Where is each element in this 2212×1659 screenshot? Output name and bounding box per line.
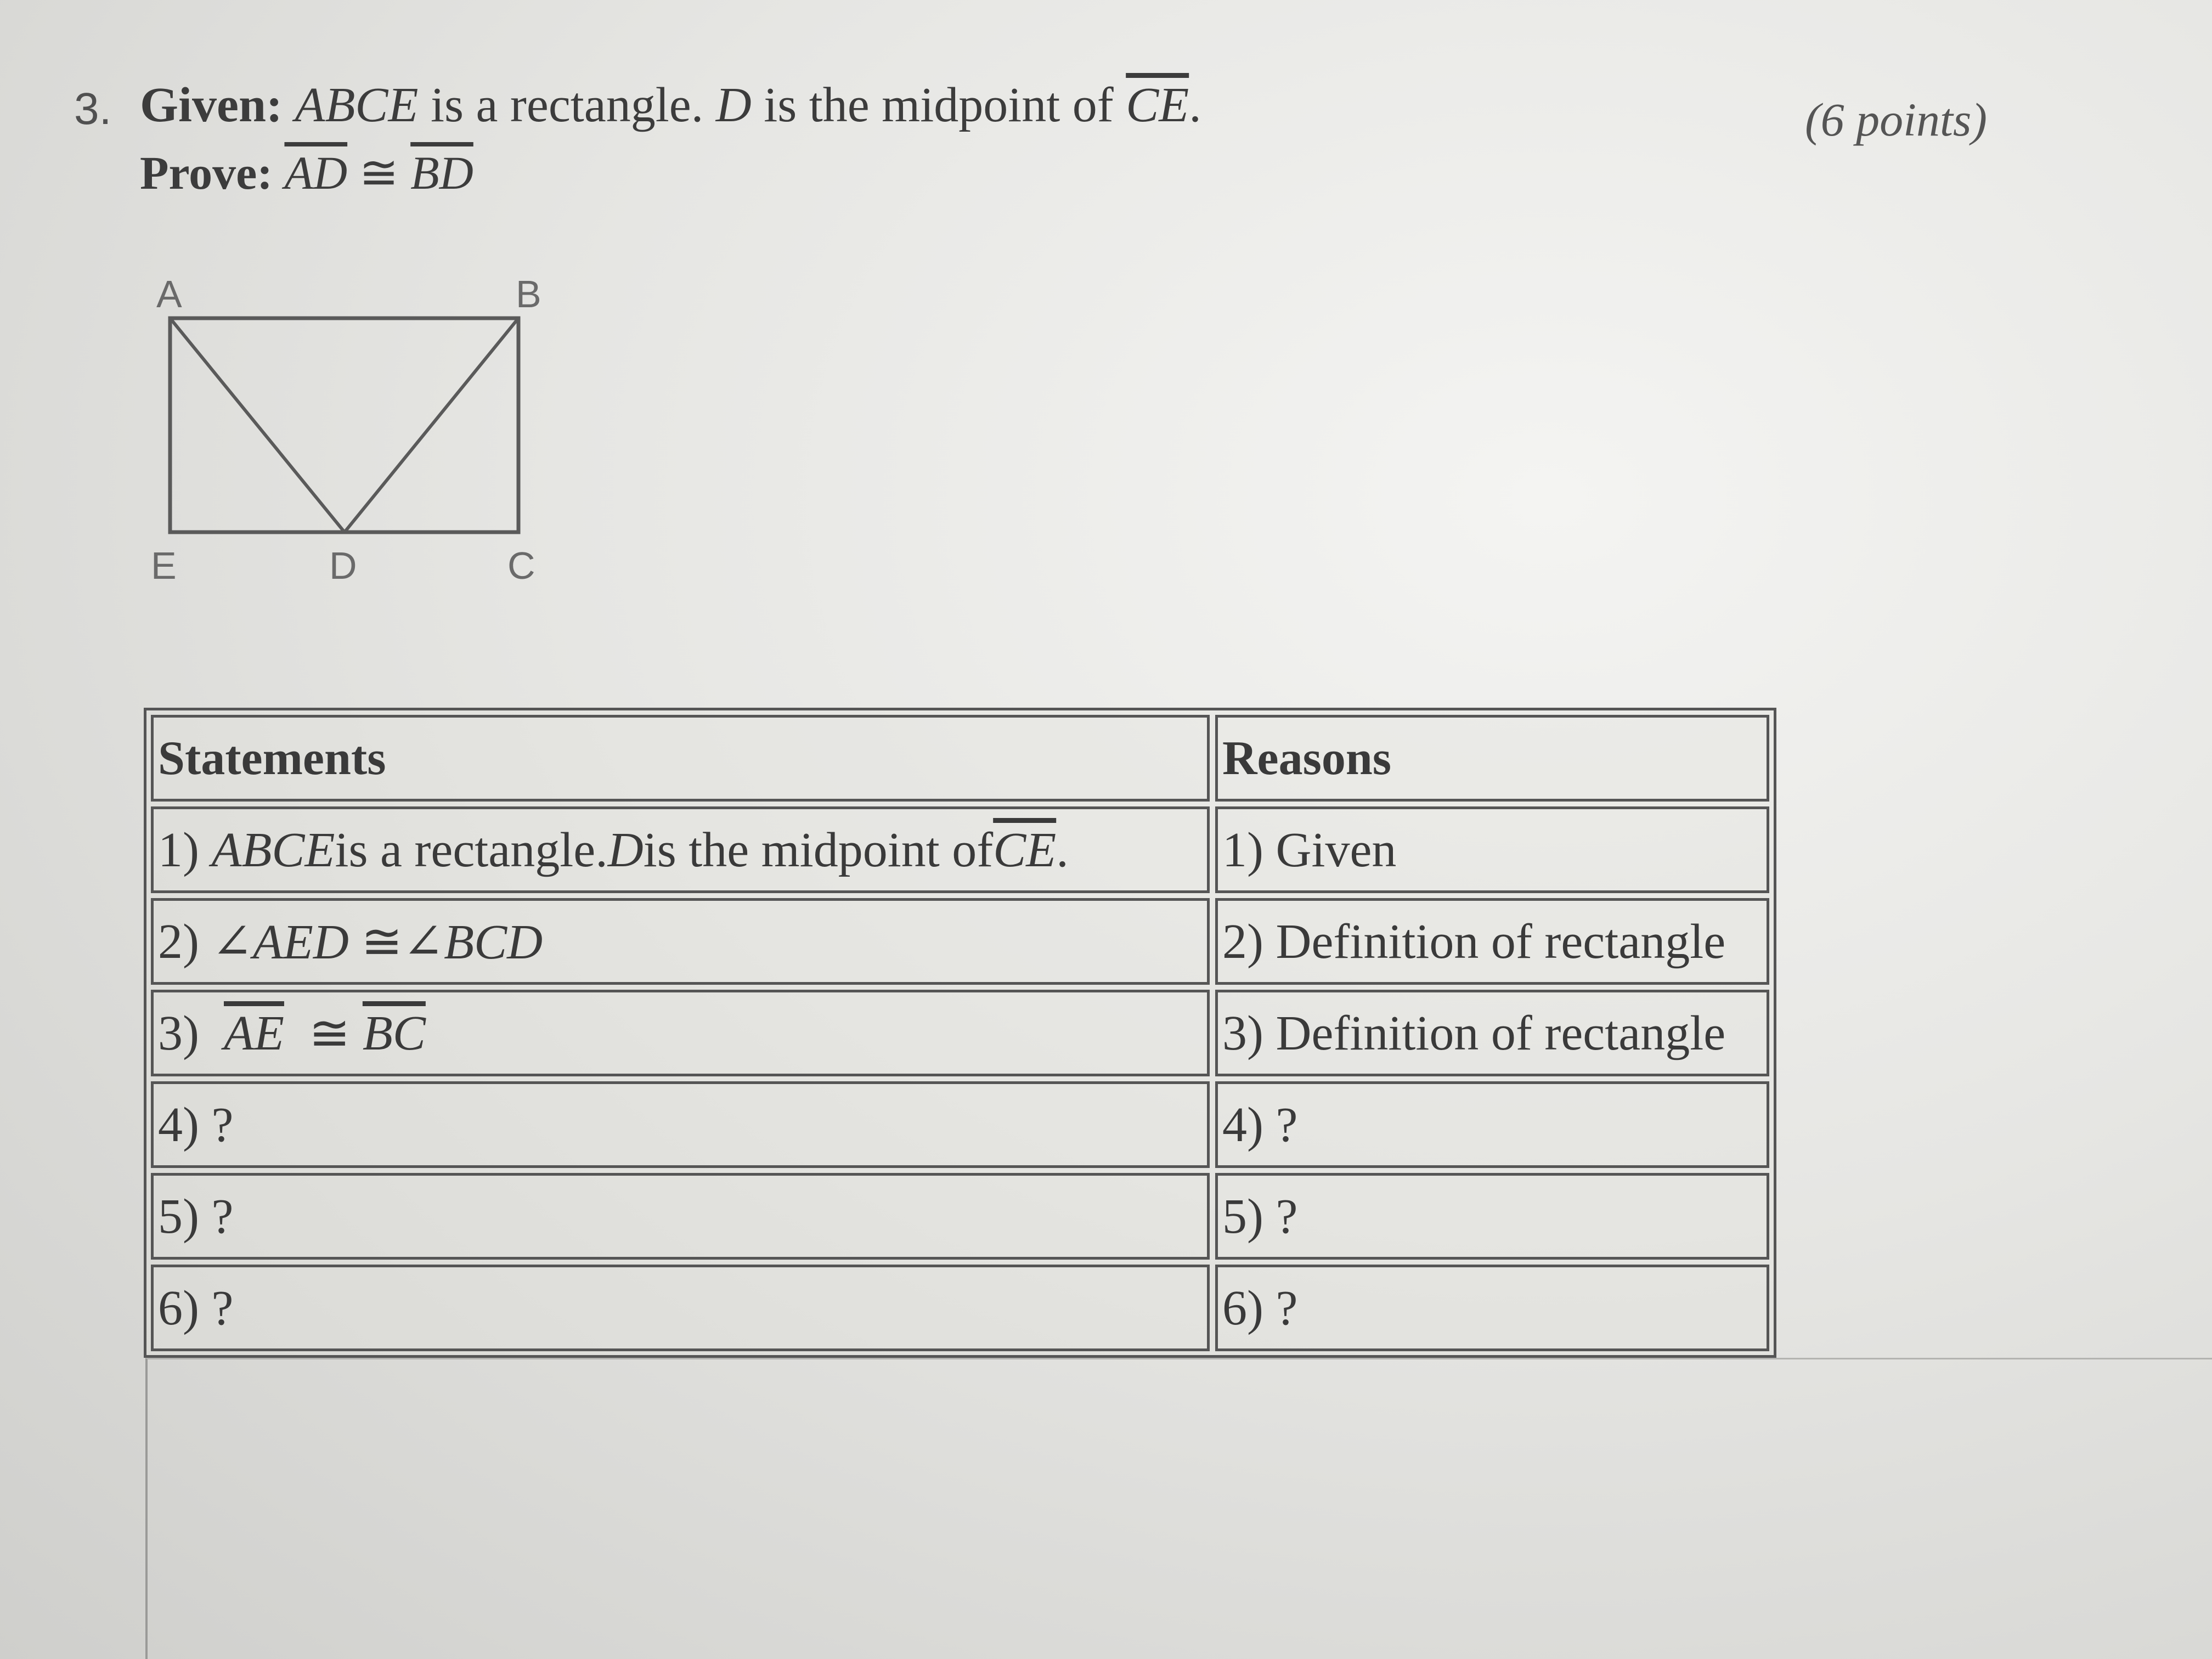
statement-cell [151, 990, 1210, 1076]
statement-angle-2: ∠BCD [402, 915, 543, 969]
statement-rect: ABCE [211, 822, 335, 877]
statement-angle-1: ∠AED [211, 915, 349, 969]
rectangle-abce [170, 318, 518, 532]
prove-segment-1: $\overline{AD}$ [284, 146, 348, 199]
figure-svg [132, 258, 571, 598]
statement-segment-2: $\overline{BC}$ [362, 1006, 426, 1060]
statements-header: Statements [151, 715, 1210, 802]
table-row [151, 1081, 1769, 1168]
given-text-1: is a rectangle. [418, 78, 716, 132]
statement-cell [151, 806, 1210, 893]
prove-statement [140, 145, 473, 200]
table-row [151, 898, 1769, 985]
statement-number: 1) [158, 822, 199, 877]
table-row [151, 1173, 1769, 1260]
given-label: Given: [140, 78, 283, 132]
congruence-symbol: ≅ [361, 915, 403, 969]
segment-ad [170, 318, 345, 532]
table-row [151, 990, 1769, 1076]
label-a: A [156, 273, 182, 315]
label-c: C [507, 544, 535, 587]
segment-bd [345, 318, 518, 532]
table-header-row [151, 715, 1769, 802]
prove-segment-2: $\overline{BD}$ [410, 146, 473, 199]
given-point: D [715, 78, 752, 132]
answer-area [145, 1358, 2212, 1659]
statement-cell [151, 898, 1210, 985]
proof-table [144, 708, 1776, 1358]
table-row [151, 1265, 1769, 1351]
label-d: D [329, 544, 357, 587]
statement-number: 3) [158, 1006, 199, 1060]
statement-text-2: is the midpoint of [643, 822, 994, 877]
points-label: (6 points) [1805, 93, 1988, 146]
reason-cell: 6) ? [1215, 1265, 1769, 1351]
reason-cell: 3) Definition of rectangle [1215, 990, 1769, 1076]
statement-cell: 4) ? [151, 1081, 1210, 1168]
congruence-symbol: ≅ [308, 1006, 351, 1061]
statement-segment-1: $\overline{AE}$ [223, 1006, 284, 1060]
prove-congruence-symbol: ≅ [359, 146, 399, 199]
given-rect-name: ABCE [295, 78, 419, 132]
prove-label: Prove: [140, 146, 273, 199]
table-row [151, 806, 1769, 893]
statement-number: 2) [158, 914, 199, 969]
statement-end: . [1056, 822, 1069, 877]
label-b: B [516, 273, 541, 315]
statement-segment: $\overline{CE}$ [993, 822, 1057, 877]
statement-text-1: is a rectangle. [335, 822, 608, 877]
reason-cell: 5) ? [1215, 1173, 1769, 1260]
given-segment: $\overline{CE}$ [1126, 78, 1189, 132]
given-text-2: is the midpoint of [751, 78, 1126, 132]
question-number: 3. [74, 84, 112, 134]
reason-cell: 2) Definition of rectangle [1215, 898, 1769, 985]
question-header [74, 77, 2071, 219]
reasons-header: Reasons [1215, 715, 1769, 802]
label-e: E [151, 544, 177, 587]
rectangle-figure [132, 258, 571, 598]
statement-cell: 5) ? [151, 1173, 1210, 1260]
given-statement [140, 77, 1201, 133]
reason-cell: 4) ? [1215, 1081, 1769, 1168]
statement-point: D [607, 822, 644, 877]
given-end: . [1189, 78, 1201, 132]
statement-cell: 6) ? [151, 1265, 1210, 1351]
reason-cell: 1) Given [1215, 806, 1769, 893]
